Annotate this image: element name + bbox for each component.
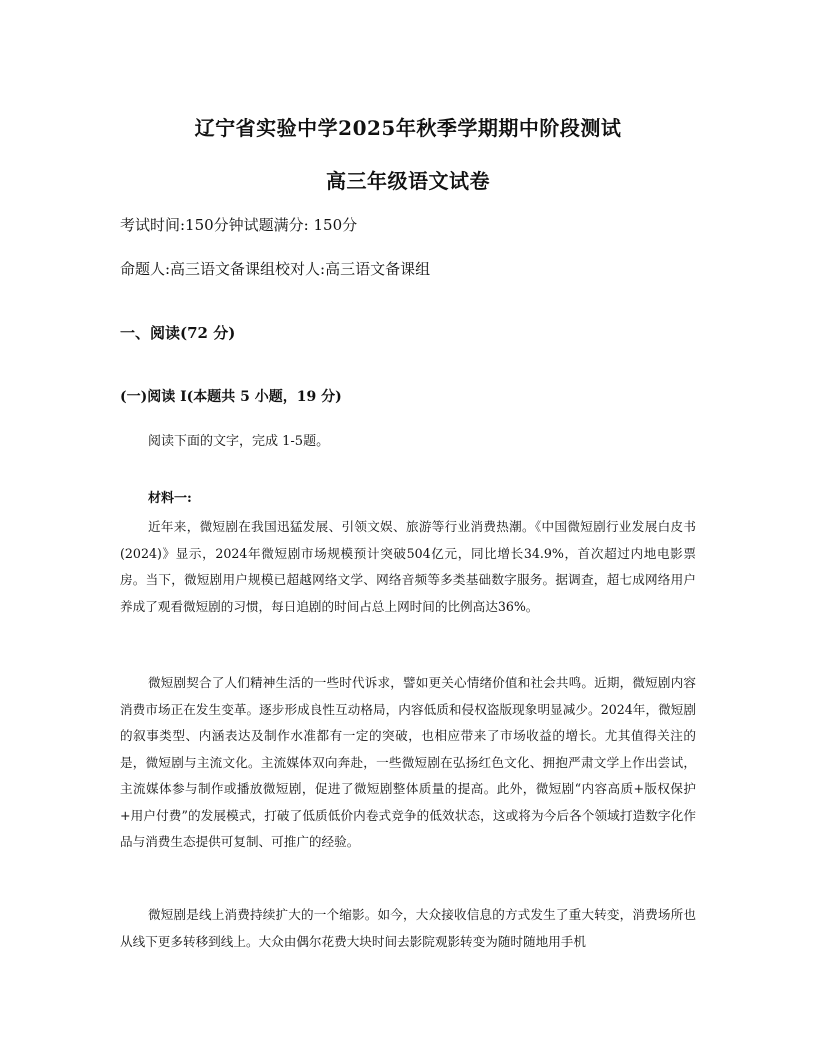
material-label: 材料一: (148, 491, 192, 506)
paragraph: 微短剧是线上消费持续扩大的一个缩影。如今，大众接收信息的方式发生了重大转变，消费场所也从线下更多转移到线上。大众由偶尔花费大块时间去影院观影转变为随时随地用手机 (120, 907, 696, 949)
paragraph: 微短剧契合了人们精神生活的一些时代诉求，譬如更关心情绪价值和社会共鸣。近期，微短剧内容消费市场正在发生变革。逐步形成良性互动格局，内容低质和侵权盗版现象明显减少。2024年，微短剧的叙事类型、内涵表达及制作水准都有一定的突破，也相应带来了市场收益的增长。尤其值得关注的是，微短剧与主流文化。主流媒体双向奔赴，一些微短剧在弘扬红色文化、拥抱严肃文学上作出尝试，主流媒体参与制作或播放微短剧，促进了微短剧整体质量的提高。此外，微短剧“内容高质+版权保护+用户付费”的发展模式，打破了低质低价内卷式竞争的低效状态，这或将为今后各个领域打造数字化作品与消费生态提供可复制、可推广的经验。 (120, 675, 696, 849)
exam-subtitle: 高三年级语文试卷 (326, 169, 490, 193)
exam-authors: 命题人:高三语文备课组校对人:高三语文备课组 (120, 260, 431, 278)
paragraph: 近年来，微短剧在我国迅猛发展、引领文娱、旅游等行业消费热潮。《中国微短剧行业发展白皮书(2024)》显示，2024年微短剧市场规模预计突破504亿元，同比增长34.9%，首次超过内地电影票房。当下，微短剧用户规模已超越网络文学、网络音频等多类基础数字服务。据调查，超七成网络用户养成了观看微短剧的习惯，每日追剧的时间占总上网时间的比例高达36%。 (120, 519, 696, 614)
exam-info: 考试时间:150分钟试题满分: 150分 (120, 216, 358, 234)
exam-title: 辽宁省实验中学2025年秋季学期期中阶段测试 (194, 116, 622, 140)
section-heading: 一、阅读(72 分) (120, 324, 236, 342)
reading-instruction: 阅读下面的文字，完成 1-5题。 (148, 434, 330, 449)
subsection-heading: (一)阅读 I(本题共 5 小题，19 分) (120, 389, 342, 405)
